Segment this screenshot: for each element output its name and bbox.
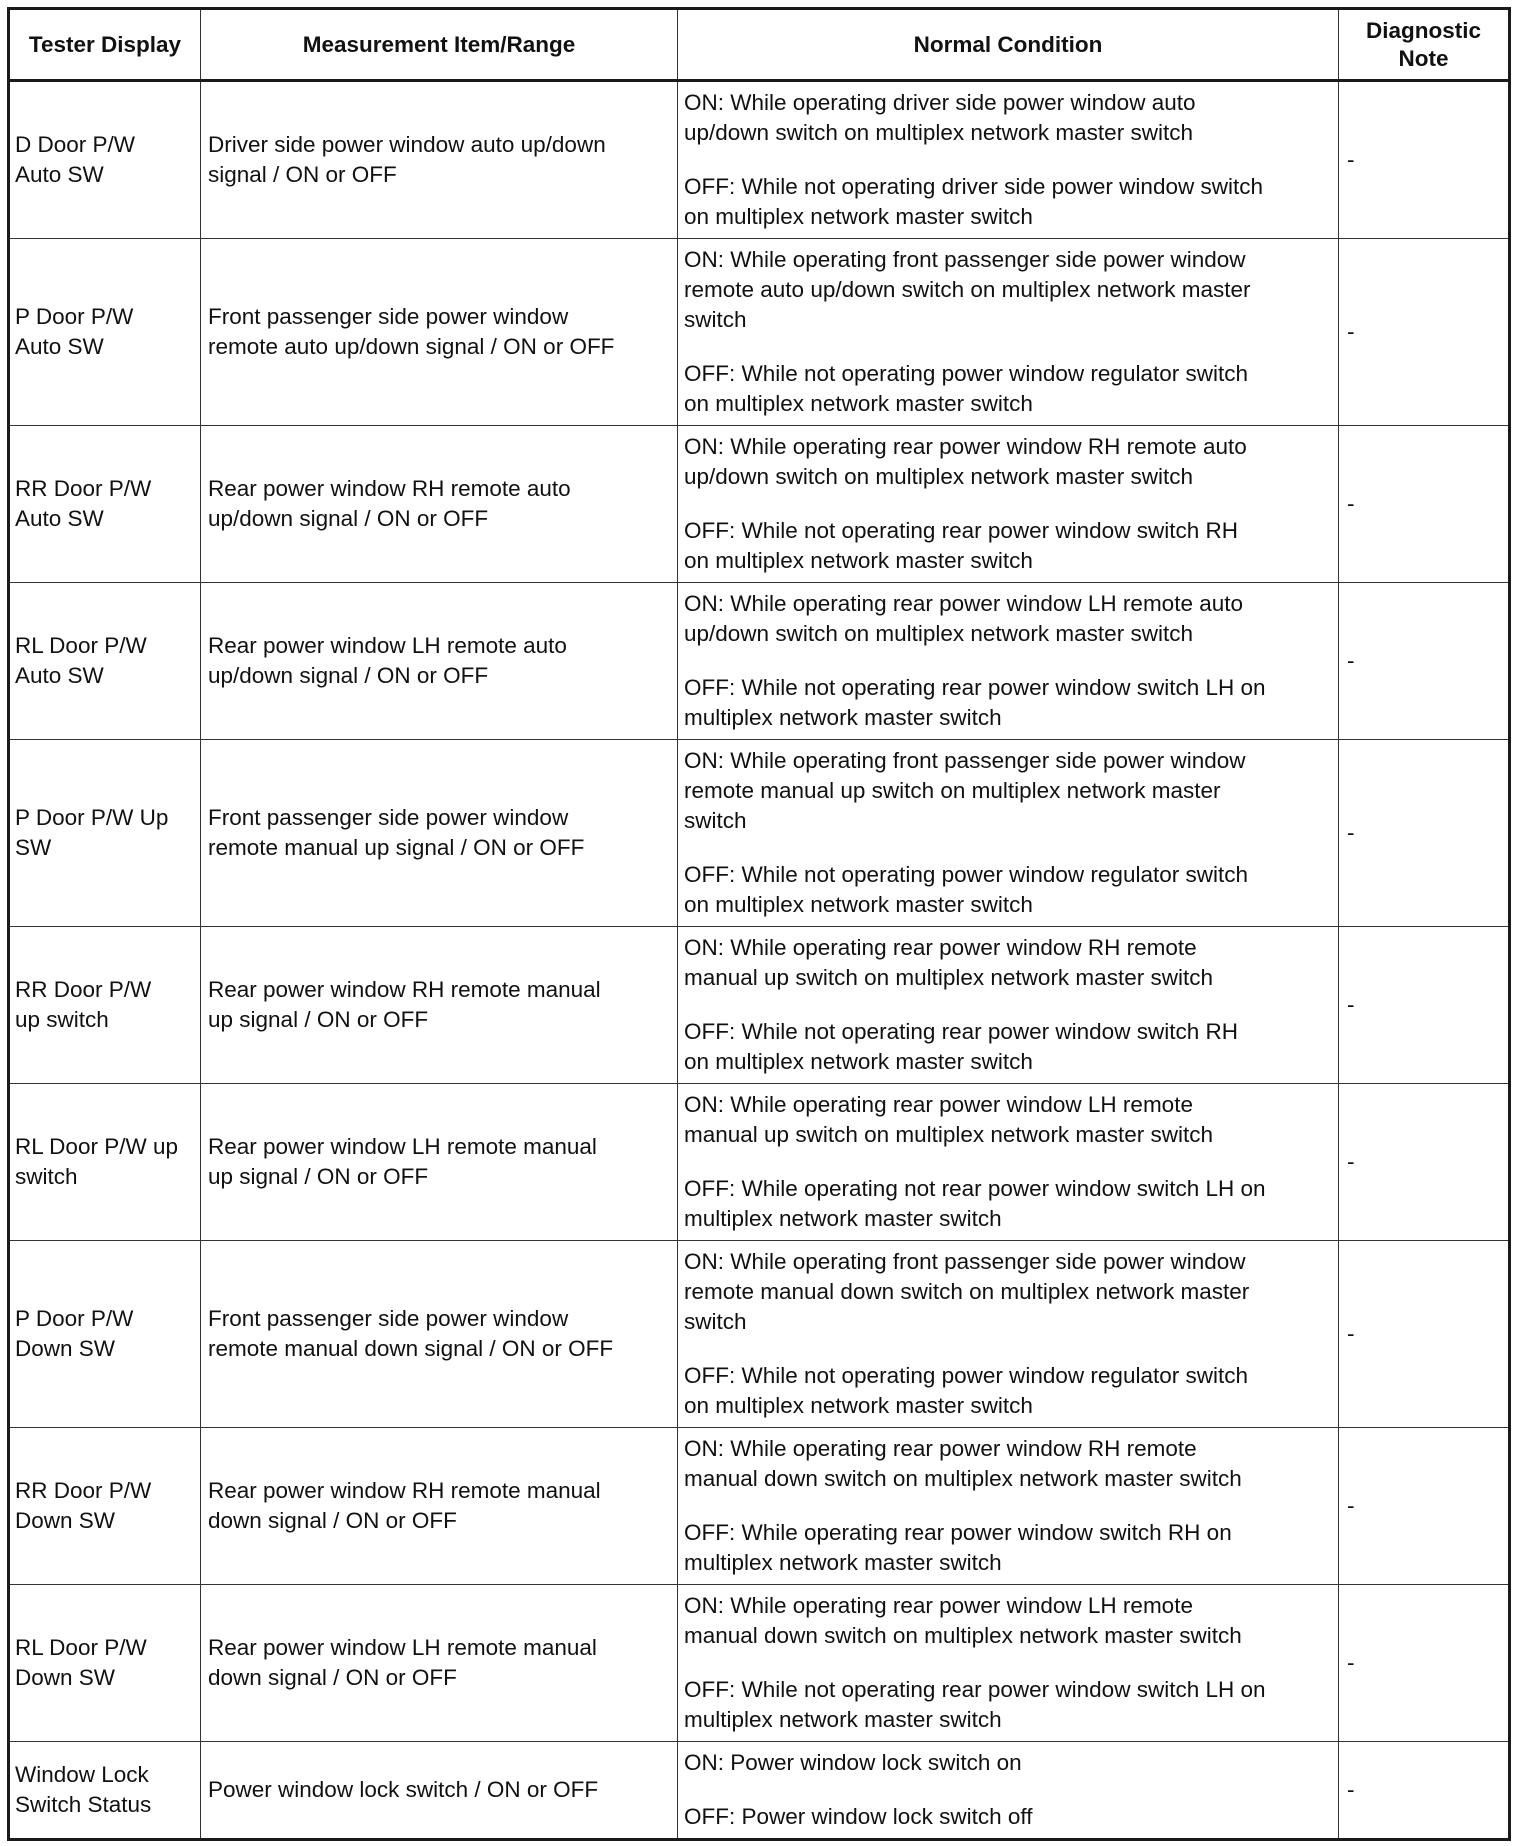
normal-condition-cell (678, 1241, 1339, 1428)
condition-on-text: ON: While operating front passenger side power window remote manual down switch on multiplex network master switch (684, 1249, 1250, 1334)
normal-condition-cell (678, 239, 1339, 426)
table-body (9, 81, 1510, 1840)
table-header-row (9, 9, 1510, 81)
table-row (9, 1428, 1510, 1585)
condition-off-text: OFF: While not operating rear power window switch LH on multiplex network master switch (684, 1677, 1266, 1732)
measurement-cell: Front passenger side power window remote manual down signal / ON or OFF (201, 1241, 678, 1428)
measurement-cell: Power window lock switch / ON or OFF (201, 1742, 678, 1840)
normal-condition-cell (678, 81, 1339, 239)
diagnostic-note-cell: - (1339, 1742, 1510, 1840)
diagnostic-note-cell: - (1339, 239, 1510, 426)
diagnostic-note-cell: - (1339, 740, 1510, 927)
normal-condition-cell (678, 927, 1339, 1084)
tester-display-cell: RL Door P/W Auto SW (9, 583, 201, 740)
table-row (9, 239, 1510, 426)
condition-off-text: OFF: While operating not rear power window switch LH on multiplex network master switch (684, 1176, 1266, 1231)
header-normal-condition: Normal Condition (678, 9, 1339, 81)
condition-off-text: OFF: Power window lock switch off (684, 1804, 1033, 1829)
measurement-cell: Driver side power window auto up/down signal / ON or OFF (201, 81, 678, 239)
tester-display-cell: RL Door P/W up switch (9, 1084, 201, 1241)
measurement-cell: Rear power window RH remote manual down signal / ON or OFF (201, 1428, 678, 1585)
header-measurement-item: Measurement Item/Range (201, 9, 678, 81)
table-row (9, 81, 1510, 239)
condition-on-text: ON: While operating front passenger side power window remote manual up switch on multiplex network master switch (684, 748, 1246, 833)
diagnostic-note-cell: - (1339, 1428, 1510, 1585)
normal-condition-cell (678, 426, 1339, 583)
tester-display-cell: RL Door P/W Down SW (9, 1585, 201, 1742)
diagnostic-note-cell: - (1339, 927, 1510, 1084)
tester-display-cell: RR Door P/W Down SW (9, 1428, 201, 1585)
condition-on-text: ON: While operating front passenger side power window remote auto up/down switch on multiplex network master switch (684, 247, 1251, 332)
diagnostic-note-cell: - (1339, 1241, 1510, 1428)
diagnostic-table-container (7, 7, 1508, 1841)
measurement-cell: Front passenger side power window remote auto up/down signal / ON or OFF (201, 239, 678, 426)
tester-display-cell: P Door P/W Auto SW (9, 239, 201, 426)
condition-on-text: ON: While operating rear power window RH remote manual up switch on multiplex network master switch (684, 935, 1213, 990)
normal-condition-cell (678, 1585, 1339, 1742)
tester-display-cell: D Door P/W Auto SW (9, 81, 201, 239)
tester-display-cell: P Door P/W Down SW (9, 1241, 201, 1428)
tester-display-cell: RR Door P/W Auto SW (9, 426, 201, 583)
table-row (9, 1241, 1510, 1428)
condition-on-text: ON: Power window lock switch on (684, 1750, 1022, 1775)
condition-off-text: OFF: While not operating power window regulator switch on multiplex network master switch (684, 361, 1248, 416)
tester-display-cell: P Door P/W Up SW (9, 740, 201, 927)
condition-on-text: ON: While operating rear power window RH remote auto up/down switch on multiplex network master switch (684, 434, 1247, 489)
table-row (9, 740, 1510, 927)
table-row (9, 1084, 1510, 1241)
header-diagnostic-note: Diagnostic Note (1339, 9, 1510, 81)
header-tester-display: Tester Display (9, 9, 201, 81)
normal-condition-cell (678, 583, 1339, 740)
condition-off-text: OFF: While not operating rear power window switch RH on multiplex network master switch (684, 518, 1238, 573)
table-row (9, 426, 1510, 583)
normal-condition-cell (678, 1428, 1339, 1585)
table-row (9, 1585, 1510, 1742)
table-row (9, 927, 1510, 1084)
condition-off-text: OFF: While not operating driver side power window switch on multiplex network master switch (684, 174, 1263, 229)
measurement-cell: Rear power window LH remote auto up/down signal / ON or OFF (201, 583, 678, 740)
diagnostic-note-cell: - (1339, 1585, 1510, 1742)
diagnostic-note-cell: - (1339, 1084, 1510, 1241)
condition-off-text: OFF: While not operating rear power window switch RH on multiplex network master switch (684, 1019, 1238, 1074)
condition-off-text: OFF: While not operating power window regulator switch on multiplex network master switch (684, 862, 1248, 917)
condition-on-text: ON: While operating rear power window LH remote manual down switch on multiplex network master switch (684, 1593, 1242, 1648)
measurement-cell: Rear power window RH remote auto up/down signal / ON or OFF (201, 426, 678, 583)
measurement-cell: Rear power window LH remote manual down signal / ON or OFF (201, 1585, 678, 1742)
diagnostic-note-cell: - (1339, 81, 1510, 239)
measurement-cell: Rear power window RH remote manual up signal / ON or OFF (201, 927, 678, 1084)
table-row (9, 583, 1510, 740)
condition-on-text: ON: While operating rear power window RH remote manual down switch on multiplex network master switch (684, 1436, 1242, 1491)
normal-condition-cell (678, 740, 1339, 927)
table-row (9, 1742, 1510, 1840)
condition-off-text: OFF: While not operating power window regulator switch on multiplex network master switch (684, 1363, 1248, 1418)
condition-off-text: OFF: While not operating rear power window switch LH on multiplex network master switch (684, 675, 1266, 730)
condition-on-text: ON: While operating rear power window LH remote manual up switch on multiplex network master switch (684, 1092, 1213, 1147)
condition-on-text: ON: While operating driver side power window auto up/down switch on multiplex network master switch (684, 90, 1196, 145)
tester-display-cell: RR Door P/W up switch (9, 927, 201, 1084)
normal-condition-cell (678, 1742, 1339, 1840)
tester-display-cell: Window Lock Switch Status (9, 1742, 201, 1840)
diagnostic-data-table (7, 7, 1511, 1841)
diagnostic-note-cell: - (1339, 583, 1510, 740)
measurement-cell: Rear power window LH remote manual up signal / ON or OFF (201, 1084, 678, 1241)
normal-condition-cell (678, 1084, 1339, 1241)
condition-on-text: ON: While operating rear power window LH remote auto up/down switch on multiplex network master switch (684, 591, 1244, 646)
condition-off-text: OFF: While operating rear power window switch RH on multiplex network master switch (684, 1520, 1232, 1575)
diagnostic-note-cell: - (1339, 426, 1510, 583)
measurement-cell: Front passenger side power window remote manual up signal / ON or OFF (201, 740, 678, 927)
